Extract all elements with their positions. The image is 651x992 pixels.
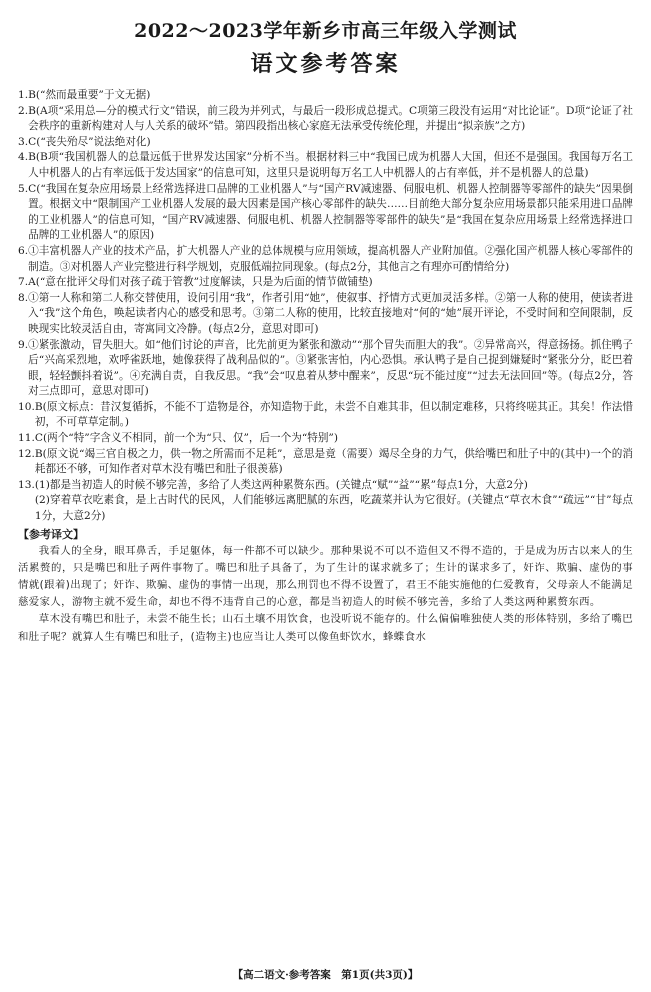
answer-item (18, 88, 633, 104)
answer-number: 1. (18, 89, 29, 101)
answer-text: ①第一人称和第二人称交替使用，设问引用“我”，作者引用“她”，使叙事、抒情方式更加灵活多样。②第一人称的使用，使读者进入“我”这个角色，唤起读者内心的感受和思考。③第二人称的使用，比较直接地对“何的“她”展开评论，不受时间和空间限制，反映现实比较灵活自由，寄寓同文冷静。(每点2分，意思对即可) (28, 291, 633, 335)
answer-item (18, 150, 633, 181)
answer-item (18, 135, 633, 151)
answer-text: A(“意在批评父母们对孩子疏于管教”过度解读，只是为后面的情节做铺垫) (28, 276, 373, 289)
answer-number: 11. (18, 432, 35, 445)
reference-translation (18, 543, 633, 646)
answer-text: B(B项“我国机器人的总量远低于世界发达国家”分析不当。根据材料三中“我国已成为机器人大国，但还不是强国。我国每万名工人中机器人的占有率远低于发达国家”的信息可知，这里只是说明每万名工人中机器人的占有率低，并不是机器人的总量) (28, 151, 633, 179)
answer-text: C(“我国在复杂应用场景上经常选择进口品牌的工业机器人”与“国产RV减速器、伺服电机、机器人控制器等零部件的缺失”因果倒置。根据文中“限制国产工业机器人发展的最大因素是国产核心零部件的缺失……目前绝大部分复杂应用场景都只能采用进口品牌的工业机器人”的信息可知，“国产RV减速器、伺服电机、机器人控制器等零部件的缺失”是“我国在复杂应用场景上经常选择进口品牌的工业机器人”的原因) (28, 182, 633, 242)
answer-number: 9. (18, 338, 29, 351)
answer-number: 7. (18, 276, 29, 289)
answer-text: B(A项“采用总—分的模式行文”错误，前三段为并列式，与最后一段形成总提式。C项第三段没有运用“对比论证”。D项“论证了社会秩序的重新构建对人与人关系的破坏”错。第四段指出核心家庭无法承受传统伦理，并提出“拟亲族”之方) (28, 104, 633, 133)
answer-text: ①丰富机器人产业的技术产品，扩大机器人产业的总体规模与应用领域，提高机器人产业附加值。②强化国产机器人核心零部件的制造。③对机器人产业完整进行科学规划，克服低端拉同现象。(每点2分，其他言之有理亦可酌情给分) (28, 244, 633, 273)
answer-key-title: 语文参考答案 (250, 51, 401, 77)
answer-item (18, 447, 633, 478)
answer-item (18, 104, 633, 135)
answer-text: ①紧张激动，冒失胆大。如“他们讨论的声音，比先前更为紧张和激动”“那个冒失而胆大的我”。②异常高兴，得意扬扬。抓住鸭子后“兴高采烈地，欢呼雀跃地，她像获得了战利品似的”。③紧张害怕，内心恐惧。承认鸭子是自己捉到嫌疑时“紧张分分，眨巴着眼，轻轻颤抖着说”。④充满自责，自我反思。“我”会“叹息着从梦中醒来”，反思“玩不能过度”“过去无法回回”等。(每点2分，答对三点即可，意思对即可) (28, 338, 633, 398)
answer-number: 13. (18, 478, 35, 491)
answer-item (18, 291, 633, 338)
answer-number: 12. (18, 447, 35, 460)
answer-text: C(两个“特”字含义不相同，前一个为“只、仅”，后一个为“特别”) (34, 432, 338, 445)
answer-text: C(“丧失殆尽”说法绝对化) (28, 135, 151, 148)
answer-item (18, 431, 633, 447)
answer-item (18, 244, 633, 275)
answer-text: (1)都是当初造人的时候不够完善，多给了人类这两种累赘东西。(关键点“赋”“益”“累”每点1分，大意2分) (2)穿着草衣吃素食，是上古时代的民风，人们能够远离肥腻的东西，吃蔬菜并认为它很好。(关键点“草衣木食”“疏远”“甘”每点1分，大意2分) (34, 478, 633, 523)
answer-item (18, 275, 633, 291)
answer-list (18, 88, 633, 525)
translation-paragraph: 草木没有嘴巴和肚子，未尝不能生长；山石土壤不用饮食，也没听说不能存的。什么偏偏唯独使人类的形体特别，多给了嘴巴和肚子呢？就算人生有嘴巴和肚子，(造物主)也应当让人类可以像鱼虾饮水，蜂蝶食水 (18, 613, 633, 643)
answer-number: 5. (18, 182, 29, 195)
answer-number: 2. (18, 104, 29, 117)
answer-text: B(“然而最重要”于文无据) (28, 89, 151, 101)
answer-number: 6. (18, 244, 29, 257)
page-footer: 【高二语文·参考答案 第1页(共3页)】 (232, 969, 419, 981)
translation-heading: 【参考译文】 (18, 527, 84, 541)
answer-number: 4. (18, 151, 29, 164)
answer-number: 10. (18, 400, 35, 413)
translation-paragraph: 我看人的全身，眼耳鼻舌，手足躯体，每一件都不可以缺少。那种果说不可以不造但又不得不造的，于是成为历古以来人的生活累赘的，只是嘴巴和肚子两件事物了。嘴巴和肚子具备了，为了生计的谋求就多了；生计的谋求多了，奸诈、欺骗、虚伪的事情就(跟着)出现了；奸诈、欺骗、虚伪的事情一出现，那么刑罚也不得不设置了，君王不能实施他的仁爱教育，父母亲人不能满足慈爱家人，游物主就不爱生命，却也不得不违背自己的心意，都是当初造人的时候不够完善，多给了人类这两种累赘东西。 (18, 544, 633, 609)
answer-item (18, 400, 633, 431)
exam-title: 2022～2023学年新乡市高三年级入学测试 (134, 20, 517, 42)
answer-text: B(原文说“竭三官自极之力，供一物之所需而不足耗”，意思是竟（需要）竭尽全身的力气，供给嘴巴和肚子中的(其中)一个的消耗都还不够，可知作者对草木没有嘴巴和肚子很羡慕) (34, 447, 633, 476)
answer-item (18, 478, 633, 525)
answer-item (18, 182, 633, 244)
answer-item (18, 338, 633, 400)
answer-number: 8. (18, 291, 29, 304)
answer-text: B(原文标点：昔汉复循拆，不能不丁造物是谷，亦知造物于此，未尝不自难其非，但以制定难移，只将终嗟其正。其矣！作法惜初，不可草草定制。) (34, 400, 633, 429)
answer-number: 3. (18, 135, 29, 148)
